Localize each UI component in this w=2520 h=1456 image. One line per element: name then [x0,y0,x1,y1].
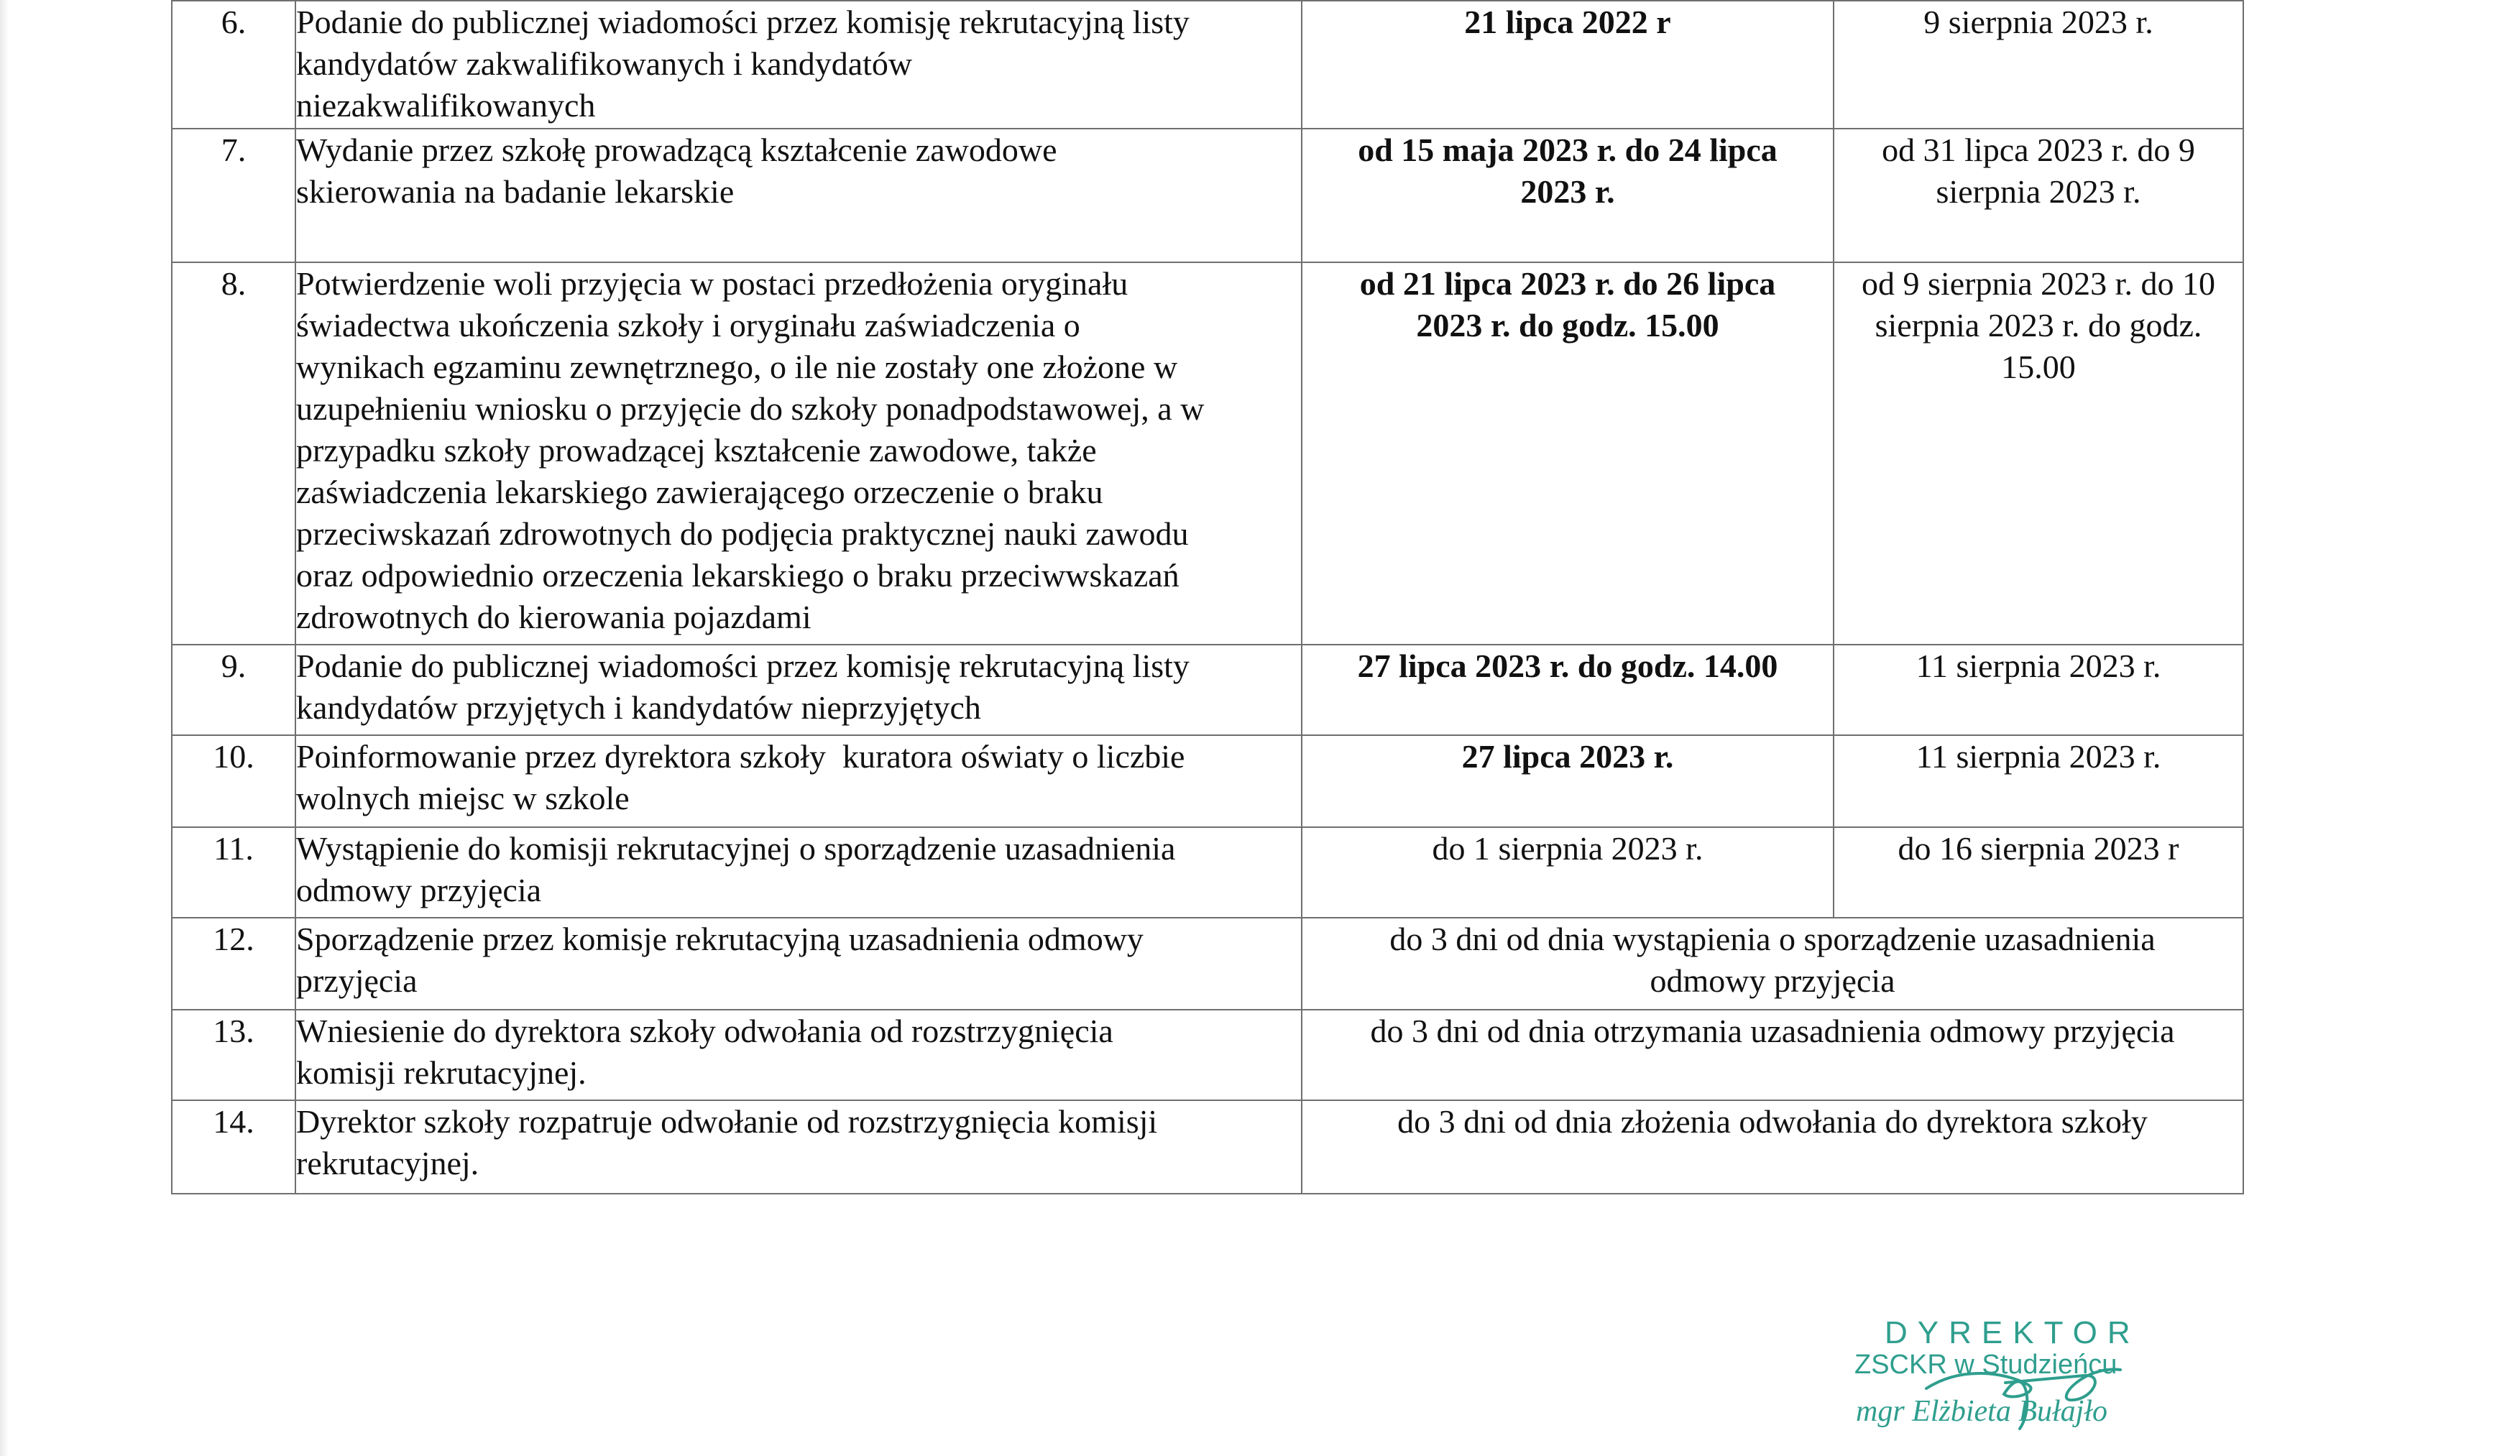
date-first-round [1302,827,1834,918]
desc-line: odmowy przyjęcia [296,872,542,908]
date-line: od 15 maja 2023 r. do 24 lipca [1358,132,1778,168]
scan-edge-shadow [0,0,9,1456]
date-line: do 16 sierpnia 2023 r [1898,830,2179,867]
desc-line: przypadku szkoły prowadzącej kształcenie zawodowe, także [296,432,1097,469]
row-number: 7. [172,129,295,262]
row-number: 8. [172,262,295,645]
date-line: sierpnia 2023 r. [1936,173,2141,210]
date-supplementary [1834,262,2243,645]
row-number: 6. [172,1,295,129]
table-row [172,1,2243,129]
row-description [295,1010,1302,1100]
date-first-round [1302,645,1834,735]
desc-line: wynikach egzaminu zewnętrznego, o ile nie zostały one złożone w [296,349,1178,385]
date-line: do 3 dni od dnia otrzymania uzasadnienia odmowy przyjęcia [1370,1013,2175,1049]
desc-line: przyjęcia [296,962,418,999]
date-first-round [1302,735,1834,827]
date-line: do 3 dni od dnia złożenia odwołania do dyrektora szkoły [1397,1103,2148,1140]
desc-line: wolnych miejsc w szkole [296,780,630,816]
row-description [295,129,1302,262]
row-description [295,1100,1302,1194]
table-row [172,262,2243,645]
desc-line: Wystąpienie do komisji rekrutacyjnej o sporządzenie uzasadnienia [296,830,1176,867]
date-line: 21 lipca 2022 r [1464,4,1671,40]
table-row [172,129,2243,262]
desc-line: komisji rekrutacyjnej. [296,1054,587,1091]
date-line: sierpnia 2023 r. do godz. [1875,307,2202,344]
date-line: 9 sierpnia 2023 r. [1923,4,2153,40]
row-description [295,645,1302,735]
date-first-round [1302,129,1834,262]
stamp-title: DYREKTOR [1885,1315,2140,1350]
row-number: 9. [172,645,295,735]
table-row [172,918,2243,1010]
date-line: 11 sierpnia 2023 r. [1916,648,2161,684]
date-supplementary [1834,129,2243,262]
row-number: 14. [172,1100,295,1194]
table-row [172,645,2243,735]
desc-line: Wydanie przez szkołę prowadzącą kształcenie zawodowe [296,132,1057,168]
deadline-merged [1302,1010,2243,1100]
date-supplementary [1834,1,2243,129]
deadline-merged [1302,918,2243,1010]
date-line: od 21 lipca 2023 r. do 26 lipca [1359,265,1776,302]
date-line: 2023 r. do godz. 15.00 [1416,307,1719,344]
table-row [172,1010,2243,1100]
recruitment-schedule-table [171,0,2244,1194]
row-number: 12. [172,918,295,1010]
desc-line: Sporządzenie przez komisje rekrutacyjną uzasadnienia odmowy [296,921,1144,957]
desc-line: Dyrektor szkoły rozpatruje odwołanie od rozstrzygnięcia komisji [296,1103,1158,1140]
date-line: 2023 r. [1520,173,1615,210]
row-description [295,735,1302,827]
desc-line: Podanie do publicznej wiadomości przez komisję rekrutacyjną listy [296,4,1190,40]
stamp-name: mgr Elżbieta Bułajło [1856,1395,2107,1428]
table-row [172,827,2243,918]
desc-line: zaświadczenia lekarskiego zawierającego orzeczenie o braku [296,474,1103,510]
row-description [295,1,1302,129]
date-first-round [1302,1,1834,129]
desc-line: niezakwalifikowanych [296,87,596,124]
date-first-round [1302,262,1834,645]
desc-line: przeciwskazań zdrowotnych do podjęcia praktycznej nauki zawodu [296,515,1189,552]
table-row [172,735,2243,827]
date-line: 15.00 [2001,349,2076,385]
stamp-school: ZSCKR w Studzieńcu [1854,1350,2117,1380]
deadline-merged [1302,1100,2243,1194]
desc-line: uzupełnieniu wniosku o przyjęcie do szkoły ponadpodstawowej, a w [296,390,1205,427]
date-line: do 3 dni od dnia wystąpienia o sporządzenie uzasadnienia [1389,921,2156,957]
desc-line: kandydatów zakwalifikowanych i kandydatów [296,45,913,82]
row-description [295,827,1302,918]
desc-line: rekrutacyjnej. [296,1145,479,1181]
row-number: 11. [172,827,295,918]
desc-line: oraz odpowiednio orzeczenia lekarskiego o braku przeciwwskazań [296,557,1179,594]
date-supplementary [1834,827,2243,918]
desc-line: Poinformowanie przez dyrektora szkoły kuratora oświaty o liczbie [296,738,1185,775]
date-line: 27 lipca 2023 r. do godz. 14.00 [1357,648,1778,684]
desc-line: zdrowotnych do kierowania pojazdami [296,599,811,635]
date-line: od 31 lipca 2023 r. do 9 [1882,132,2195,168]
desc-line: Podanie do publicznej wiadomości przez komisję rekrutacyjną listy [296,648,1190,684]
desc-line: świadectwa ukończenia szkoły i oryginału zaświadczenia o [296,307,1080,344]
row-number: 13. [172,1010,295,1100]
table-row [172,1100,2243,1194]
desc-line: kandydatów przyjętych i kandydatów nieprzyjętych [296,689,981,726]
date-supplementary [1834,735,2243,827]
date-line: 27 lipca 2023 r. [1461,738,1674,775]
date-supplementary [1834,645,2243,735]
desc-line: Wniesienie do dyrektora szkoły odwołania od rozstrzygnięcia [296,1013,1113,1049]
date-line: odmowy przyjęcia [1650,962,1895,999]
desc-line: Potwierdzenie woli przyjęcia w postaci przedłożenia oryginału [296,265,1128,302]
row-description [295,918,1302,1010]
desc-line: skierowania na badanie lekarskie [296,173,735,210]
date-line: do 1 sierpnia 2023 r. [1432,830,1703,867]
date-line: 11 sierpnia 2023 r. [1916,738,2161,775]
director-stamp [1840,1315,2214,1445]
row-number: 10. [172,735,295,827]
date-line: od 9 sierpnia 2023 r. do 10 [1862,265,2215,302]
row-description [295,262,1302,645]
